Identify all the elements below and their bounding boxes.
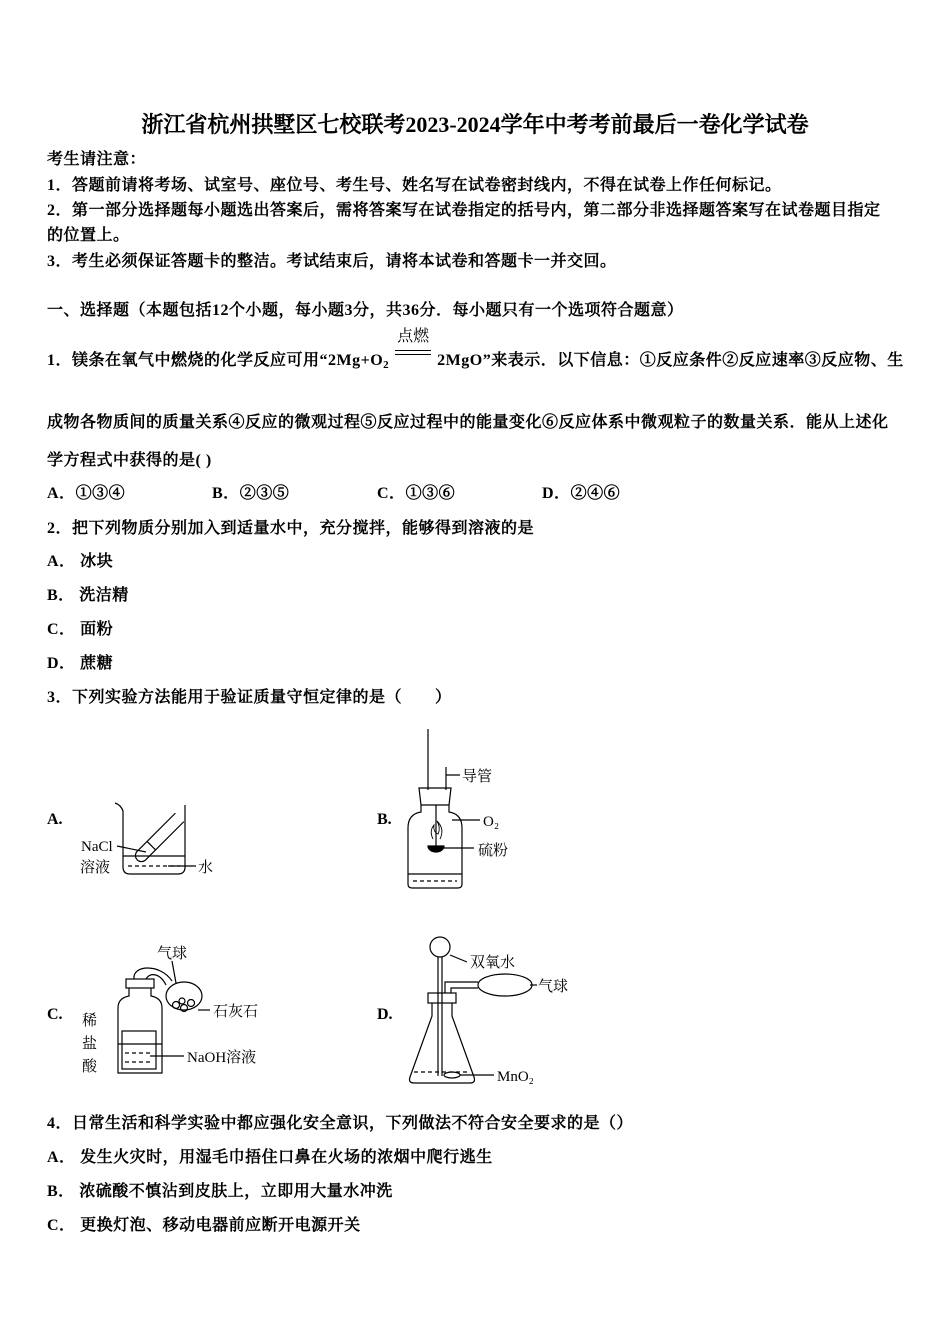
figure-b-apparatus (408, 729, 480, 888)
q2-option-d (47, 653, 113, 675)
q3-figure-a-label: A. (47, 811, 63, 828)
double-line (395, 350, 431, 355)
option-text: 面粉 (80, 621, 114, 638)
stopper (428, 993, 456, 1003)
funnel-bulb (430, 937, 450, 957)
notice-line-3: 3．考生必须保证答题卡的整洁。考试结束后，请将本试卷和答题卡一并交回。 (47, 253, 617, 270)
q1-option-d (542, 483, 620, 505)
naoh-solution-label: NaOH溶液 (187, 1050, 257, 1066)
q3-figure-d-label: D. (377, 1006, 393, 1023)
tube-label: 导管 (462, 769, 493, 785)
q1-stem-line-2: 成物各物质间的质量关系④反应的微观过程⑤反应过程中的能量变化⑥反应体系中微观粒子的数量关系．能从上述化 (47, 414, 889, 431)
catalyst-powder (444, 1072, 460, 1078)
section-1-heading: 一、选择题（本题包括12个小题，每小题3分，共36分．每小题只有一个选项符合题意） (47, 302, 684, 319)
balloon-label: 气球 (538, 979, 569, 995)
balloon-label: 气球 (157, 946, 188, 962)
test-tube (133, 813, 184, 864)
q1-stem-before: 1．镁条在氧气中燃烧的化学反应可用“2Mg+O (47, 352, 384, 369)
limestone-label: 石灰石 (213, 1004, 259, 1020)
balloon-tube (134, 968, 172, 985)
funnel-stem (438, 957, 442, 1076)
q3-stem: 3．下列实验方法能用于验证质量守恒定律的是（ ） (47, 689, 452, 706)
sulfur-label: 硫粉 (478, 843, 509, 859)
q4-option-a (47, 1147, 493, 1169)
q2-stem: 2．把下列物质分别加入到适量水中，充分搅拌，能够得到溶液的是 (47, 520, 535, 537)
notice-line-1: 1．答题前请将考场、试室号、座位号、考生号、姓名写在试卷密封线内，不得在试卷上作任何标记。 (47, 177, 782, 194)
q4-stem: 4．日常生活和科学实验中都应强化安全意识，下列做法不符合安全要求的是（） (47, 1115, 634, 1132)
q1-option-c (377, 483, 455, 505)
balloon (478, 974, 532, 996)
oxygen-label: O₂ (483, 814, 500, 830)
delivery-tube (446, 767, 460, 790)
conical-flask (410, 1003, 475, 1083)
q2-option-c (47, 619, 113, 641)
option-label: C． (47, 621, 76, 638)
q2-option-b (47, 585, 129, 607)
option-text: 冰块 (80, 553, 114, 570)
q1-stem-line-3: 学方程式中获得的是( ) (47, 452, 212, 469)
option-text: 浓硫酸不慎沾到皮肤上，立即用大量水冲洗 (79, 1183, 393, 1200)
option-text: 洗洁精 (79, 587, 129, 604)
catalyst-label: MnO₂ (497, 1069, 534, 1085)
spoon-bowl (428, 846, 444, 852)
option-text: ②④⑥ (570, 485, 621, 502)
option-text: 蔗糖 (80, 655, 114, 672)
hydrogen-peroxide-label: 双氧水 (470, 955, 516, 971)
option-label: C． (47, 1217, 76, 1234)
nacl-label: NaCl (81, 839, 113, 855)
option-label: A． (47, 1149, 76, 1166)
side-tube (445, 982, 478, 993)
q3-figure-c-label: C. (47, 1006, 63, 1023)
notice-line-2-continued: 的位置上。 (47, 227, 130, 244)
balloon-leader-line (172, 961, 176, 983)
reaction-condition: 点燃 (397, 328, 430, 345)
test-tube-liquid (147, 841, 155, 849)
peroxide-leader-line (450, 955, 467, 962)
figure-c-apparatus (118, 961, 210, 1073)
limestone-piece (179, 998, 185, 1004)
option-text: 发生火灾时，用湿毛巾捂住口鼻在火场的浓烟中爬行逃生 (80, 1149, 493, 1166)
q1-stem-after: 2MgO”来表示．以下信息：①反应条件②反应速率③反应物、生 (437, 352, 904, 369)
beaker (115, 803, 185, 874)
limestone-piece (188, 1000, 195, 1007)
test-tube-body (133, 813, 184, 864)
q4-option-c (47, 1215, 361, 1237)
option-text: ①③④ (75, 485, 126, 502)
flame (431, 821, 442, 839)
page-title: 浙江省杭州拱墅区七校联考2023-2024学年中考考前最后一卷化学试卷 (141, 112, 809, 137)
option-label: B． (47, 587, 75, 604)
option-text: ①③⑥ (405, 485, 456, 502)
nacl-leader-line (117, 846, 146, 852)
option-label: D． (542, 485, 571, 502)
q2-option-a (47, 551, 113, 573)
gas-bottle (408, 805, 462, 888)
figure-d-apparatus (410, 937, 538, 1083)
stopper (126, 979, 154, 988)
limestone-piece (173, 1002, 180, 1009)
q1-subscript: 2 (383, 359, 390, 371)
notice-heading: 考生请注意： (47, 151, 147, 168)
acid-label-char-2: 盐 (82, 1036, 98, 1052)
water-label: 水 (198, 860, 214, 876)
bottle (118, 988, 162, 1073)
stopper (419, 788, 451, 805)
limestone-piece (181, 1005, 188, 1012)
q1-stem-line-1 (47, 328, 904, 372)
figure-a-apparatus (115, 803, 196, 874)
acid-label-char-1: 稀 (82, 1013, 98, 1029)
notice-line-2: 2．第一部分选择题每小题选出答案后，需将答案写在试卷指定的括号内，第二部分非选择题答案写在试卷题目指定 (47, 202, 881, 219)
option-label: B． (47, 1183, 75, 1200)
q1-option-a (47, 483, 125, 505)
option-text: 更换灯泡、移动电器前应断开电源开关 (80, 1217, 361, 1234)
option-label: B． (212, 485, 240, 502)
option-label: A． (47, 553, 76, 570)
inner-container (122, 1031, 156, 1069)
option-label: C． (377, 485, 406, 502)
solution-label: 溶液 (80, 860, 111, 876)
acid-label-char-3: 酸 (82, 1059, 98, 1075)
option-label: A． (47, 485, 76, 502)
q4-option-b (47, 1181, 393, 1203)
balloon (166, 982, 202, 1010)
q3-figure-b-label: B. (377, 811, 392, 828)
reaction-condition-sign (392, 328, 434, 372)
option-label: D． (47, 655, 76, 672)
q1-option-b (212, 483, 289, 505)
option-text: ②③⑤ (239, 485, 290, 502)
